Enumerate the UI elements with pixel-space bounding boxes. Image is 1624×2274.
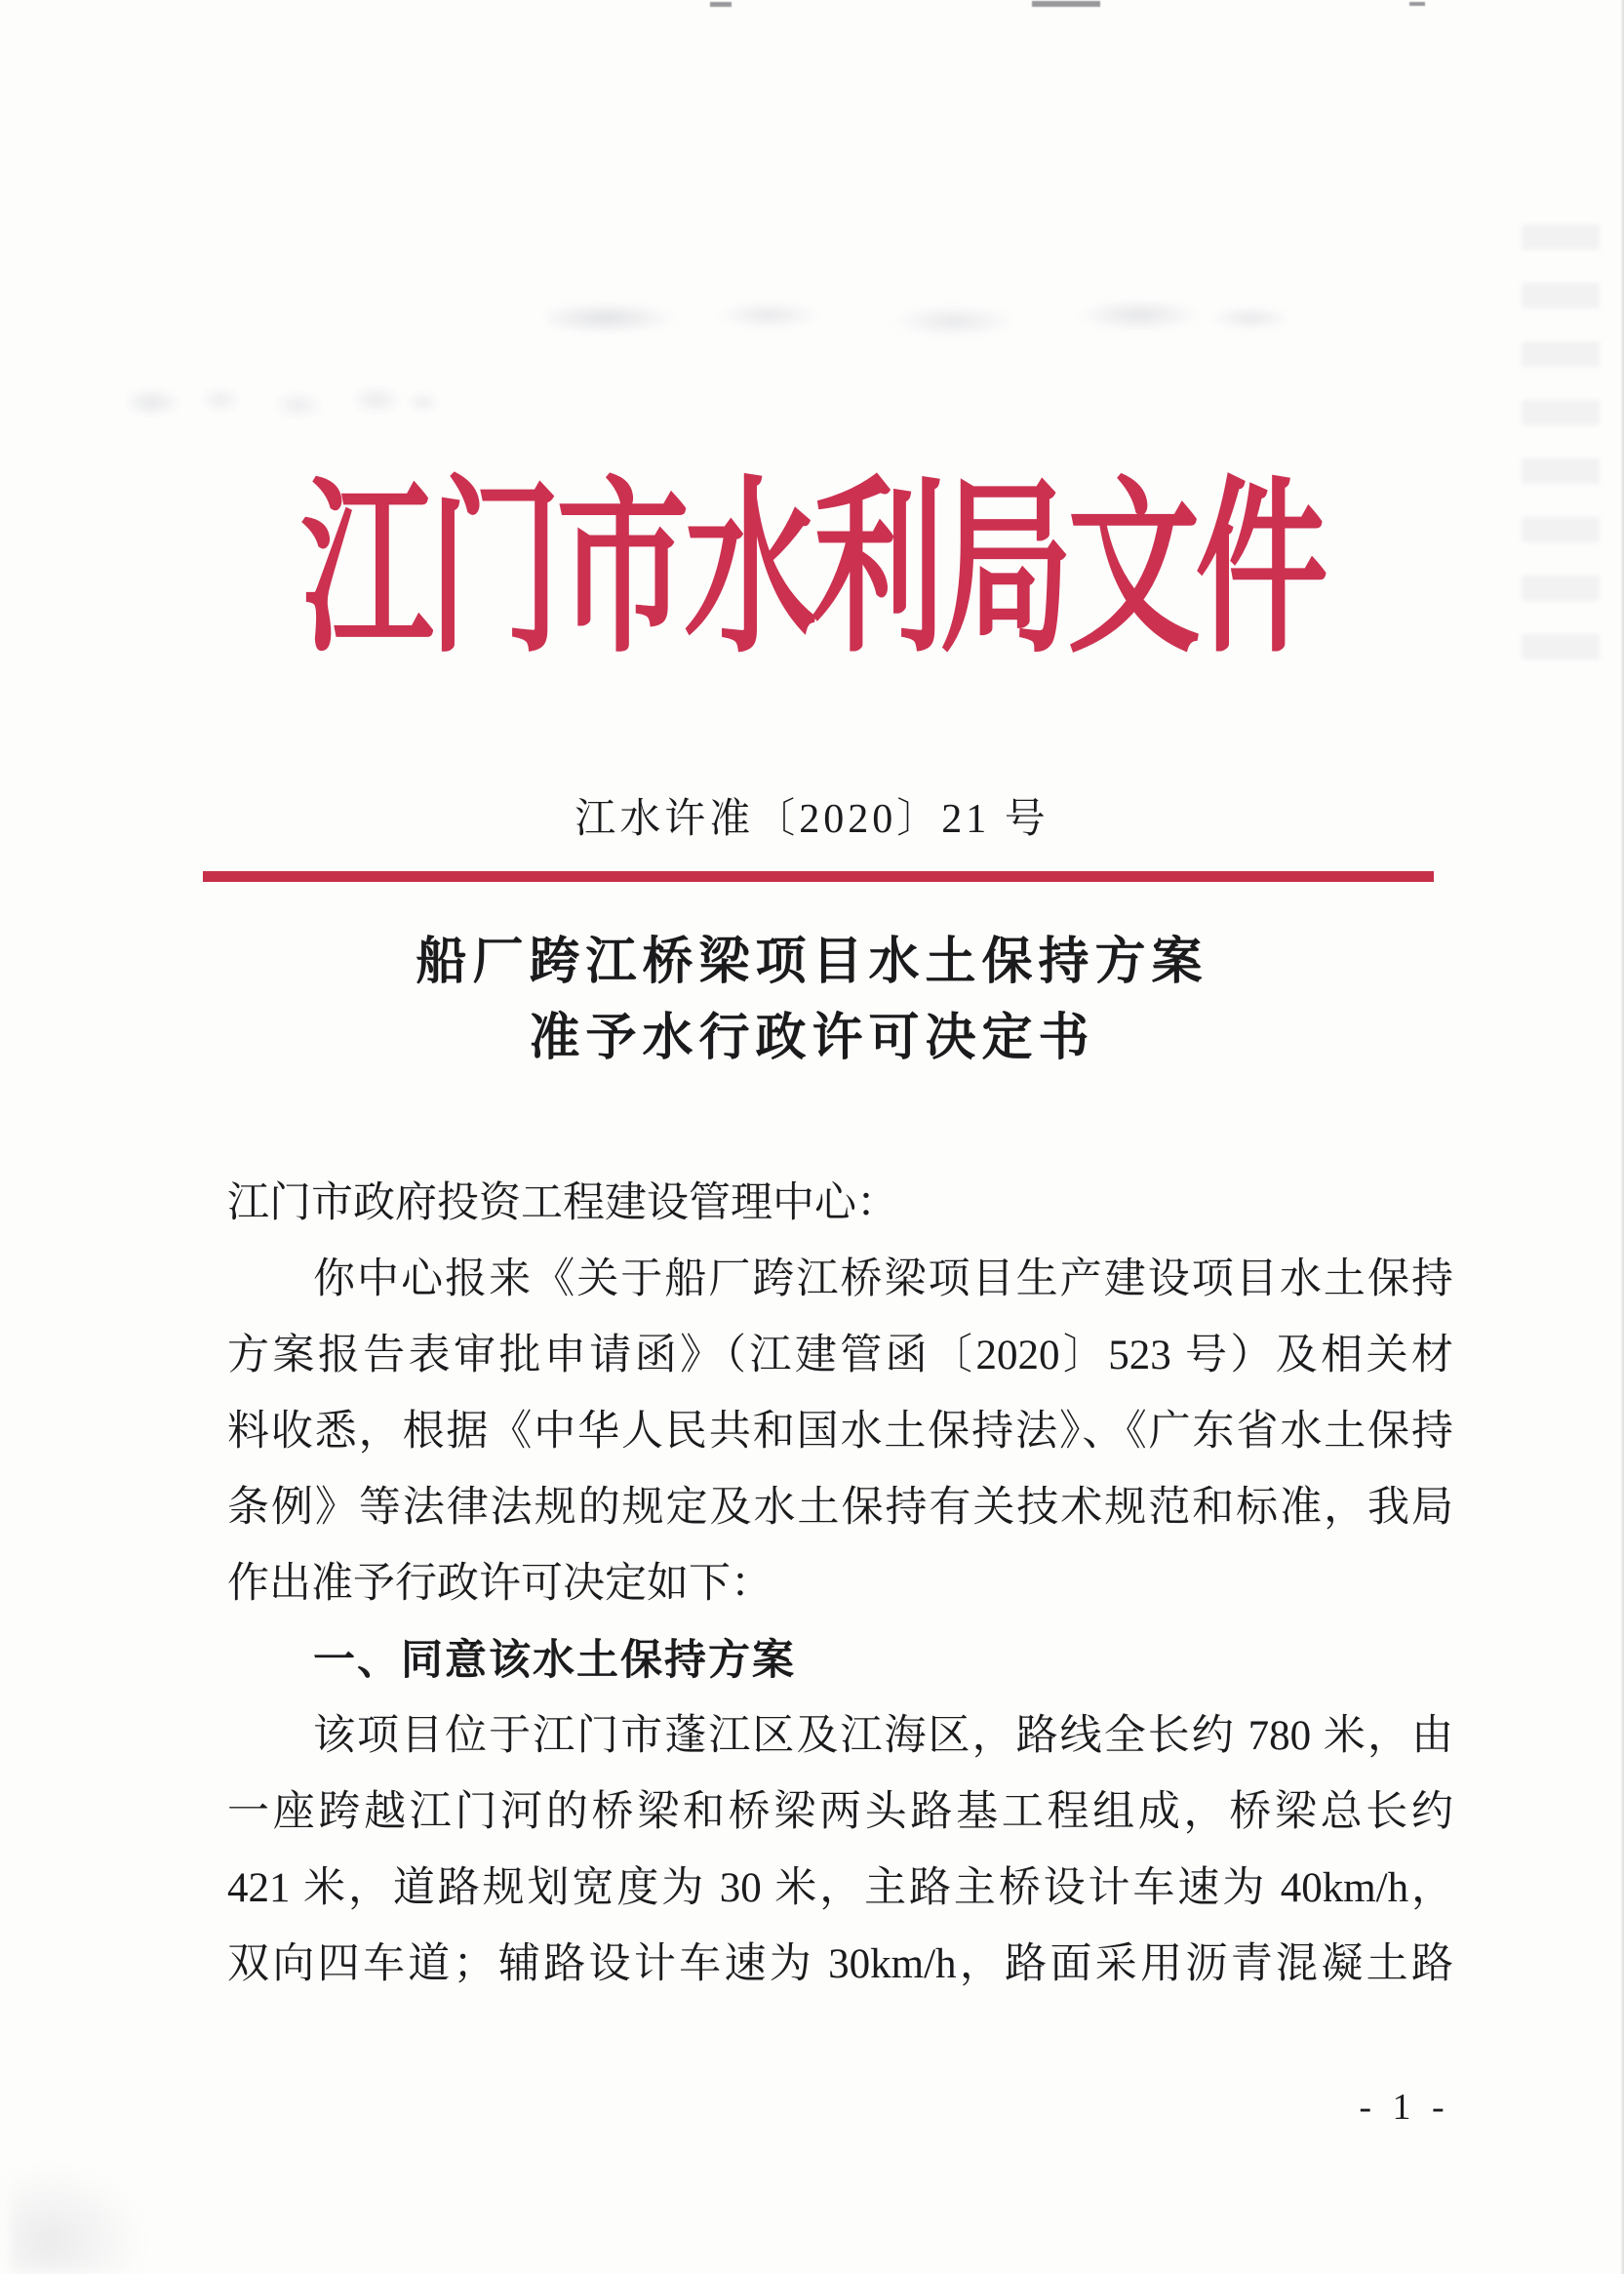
section1-line: 421 米，道路规划宽度为 30 米，主路主桥设计车速为 40km/h， (227, 1865, 1453, 1911)
paragraph1-line: 作出准予行政许可决定如下： (227, 1561, 772, 1607)
red-divider-rule (203, 871, 1434, 882)
salutation-line: 江门市政府投资工程建设管理中心： (227, 1180, 898, 1226)
corner-smudge (10, 2166, 146, 2273)
scan-speck (710, 2, 732, 7)
document-title-line2: 准予水行政许可决定书 (529, 1011, 1095, 1066)
bleed-through-ghost-text (546, 289, 1287, 347)
scan-speck (1032, 1, 1100, 7)
document-body (227, 1166, 1453, 2003)
document-title-line1: 船厂跨江桥梁项目水土保持方案 (416, 935, 1208, 990)
agency-header-title: 江门市水利局文件 (300, 467, 1324, 676)
paragraph1-line: 方案报告表审批申请函》（江建管函〔2020〕523 号）及相关材 (227, 1333, 1453, 1378)
document-title (0, 925, 1624, 1077)
page-number: - 1 - (1359, 2087, 1450, 2128)
paragraph1-line: 条例》等法律法规的规定及水土保持有关技术规范和标准，我局 (227, 1485, 1453, 1531)
section1-heading: 一、同意该水土保持方案 (313, 1637, 796, 1684)
paragraph1-line: 你中心报来《关于船厂跨江桥梁项目生产建设项目水土保持 (313, 1257, 1453, 1302)
bleed-through-ghost-text (127, 376, 439, 429)
document-number: 江水许准〔2020〕21 号 (574, 797, 1050, 842)
section1-line: 双向四车道；辅路设计车速为 30km/h，路面采用沥青混凝土路 (227, 1941, 1453, 1987)
paragraph1-line: 料收悉，根据《中华人民共和国水土保持法》、《广东省水土保持 (227, 1409, 1453, 1455)
section1-line: 一座跨越江门河的桥梁和桥梁两头路基工程组成，桥梁总长约 (227, 1789, 1453, 1835)
section1-line: 该项目位于江门市蓬江区及江海区，路线全长约 780 米，由 (313, 1713, 1453, 1759)
scan-speck (1409, 2, 1425, 6)
